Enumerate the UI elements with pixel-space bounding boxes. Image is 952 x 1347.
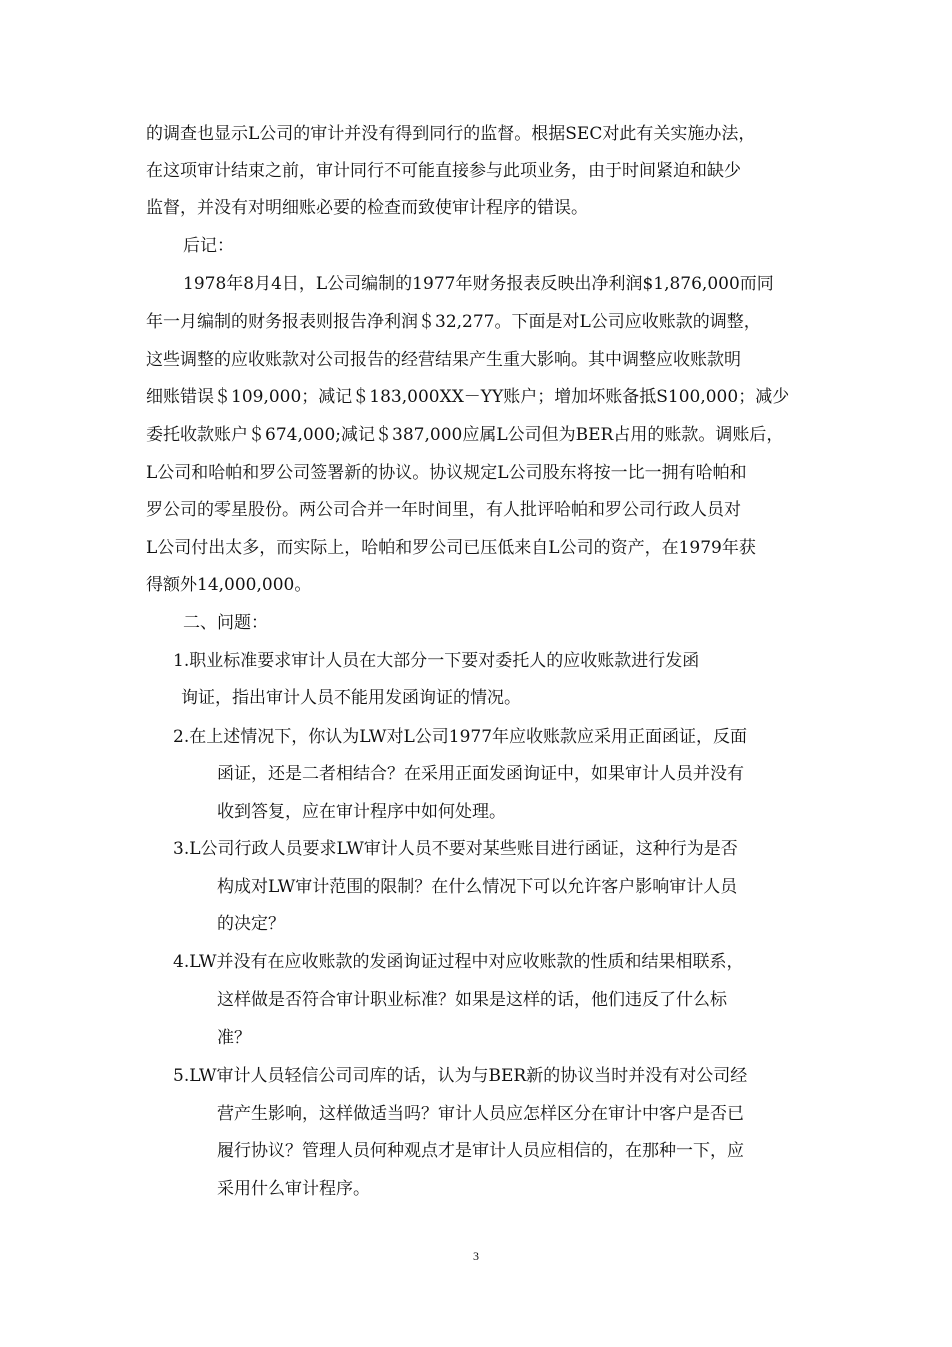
paragraph-line: 这些调整的应收账款对公司报告的经营结果产生重大影响。其中调整应收账款明: [146, 350, 741, 370]
page-number: 3: [473, 1249, 479, 1263]
question-line: 1.职业标准要求审计人员在大部分一下要对委托人的应收账款进行发函: [173, 651, 700, 671]
question-line: 收到答复，应在审计程序中如何处理。: [217, 802, 506, 822]
question-line: 这样做是否符合审计职业标准？如果是这样的话，他们违反了什么标: [217, 990, 727, 1010]
question-line: 履行协议？管理人员何种观点才是审计人员应相信的，在那种一下，应: [217, 1141, 744, 1161]
paragraph-line: 委托收款账户＄674,000;减记＄387,000应属L公司但为BER占用的账款。调账后，: [146, 425, 784, 445]
section-heading: 后记：: [183, 236, 234, 256]
question-line: 询证，指出审计人员不能用发函询证的情况。: [181, 688, 521, 708]
paragraph-line: 在这项审计结束之前，审计同行不可能直接参与此项业务，由于时间紧迫和缺少: [146, 161, 741, 181]
section-heading: 二、问题：: [183, 613, 268, 633]
question-line: 构成对LW审计范围的限制？在什么情况下可以允许客户影响审计人员: [217, 877, 738, 897]
paragraph-line: 细账错误＄109,000；减记＄183,000XX－YY账户；增加坏账备抵S100,000；减少: [146, 387, 790, 407]
question-line: 3.L公司行政人员要求LW审计人员不要对某些账目进行函证，这种行为是否: [173, 839, 738, 859]
question-line: 营产生影响，这样做适当吗？审计人员应怎样区分在审计中客户是否已: [217, 1104, 744, 1124]
question-line: 2.在上述情况下，你认为LW对L公司1977年应收账款应采用正面函证，反面: [173, 727, 748, 747]
question-line: 4.LW并没有在应收账款的发函询证过程中对应收账款的性质和结果相联系，: [173, 952, 744, 972]
paragraph-line: 监督，并没有对明细账必要的检查而致使审计程序的错误。: [146, 198, 588, 218]
question-line: 采用什么审计程序。: [217, 1179, 370, 1199]
question-line: 函证，还是二者相结合？在采用正面发函询证中，如果审计人员并没有: [217, 764, 744, 784]
paragraph-line: 罗公司的零星股份。两公司合并一年时间里，有人批评哈帕和罗公司行政人员对: [146, 500, 741, 520]
paragraph-line: 年一月编制的财务报表则报告净利润＄32,277。下面是对L公司应收账款的调整，: [146, 312, 761, 332]
paragraph-line: 得额外14,000,000。: [146, 575, 312, 595]
question-line: 准？: [217, 1028, 251, 1048]
question-line: 5.LW审计人员轻信公司司库的话，认为与BER新的协议当时并没有对公司经: [173, 1066, 748, 1086]
paragraph-line: 的调查也显示L公司的审计并没有得到同行的监督。根据SEC对此有关实施办法，: [146, 124, 756, 144]
paragraph-line: 1978年8月4日，L公司编制的1977年财务报表反映出净利润$1,876,000而同: [183, 274, 774, 294]
paragraph-line: L公司和哈帕和罗公司签署新的协议。协议规定L公司股东将按一比一拥有哈帕和: [146, 463, 747, 483]
question-line: 的决定？: [217, 914, 285, 934]
paragraph-line: L公司付出太多，而实际上，哈帕和罗公司已压低来自L公司的资产，在1979年获: [146, 538, 756, 558]
